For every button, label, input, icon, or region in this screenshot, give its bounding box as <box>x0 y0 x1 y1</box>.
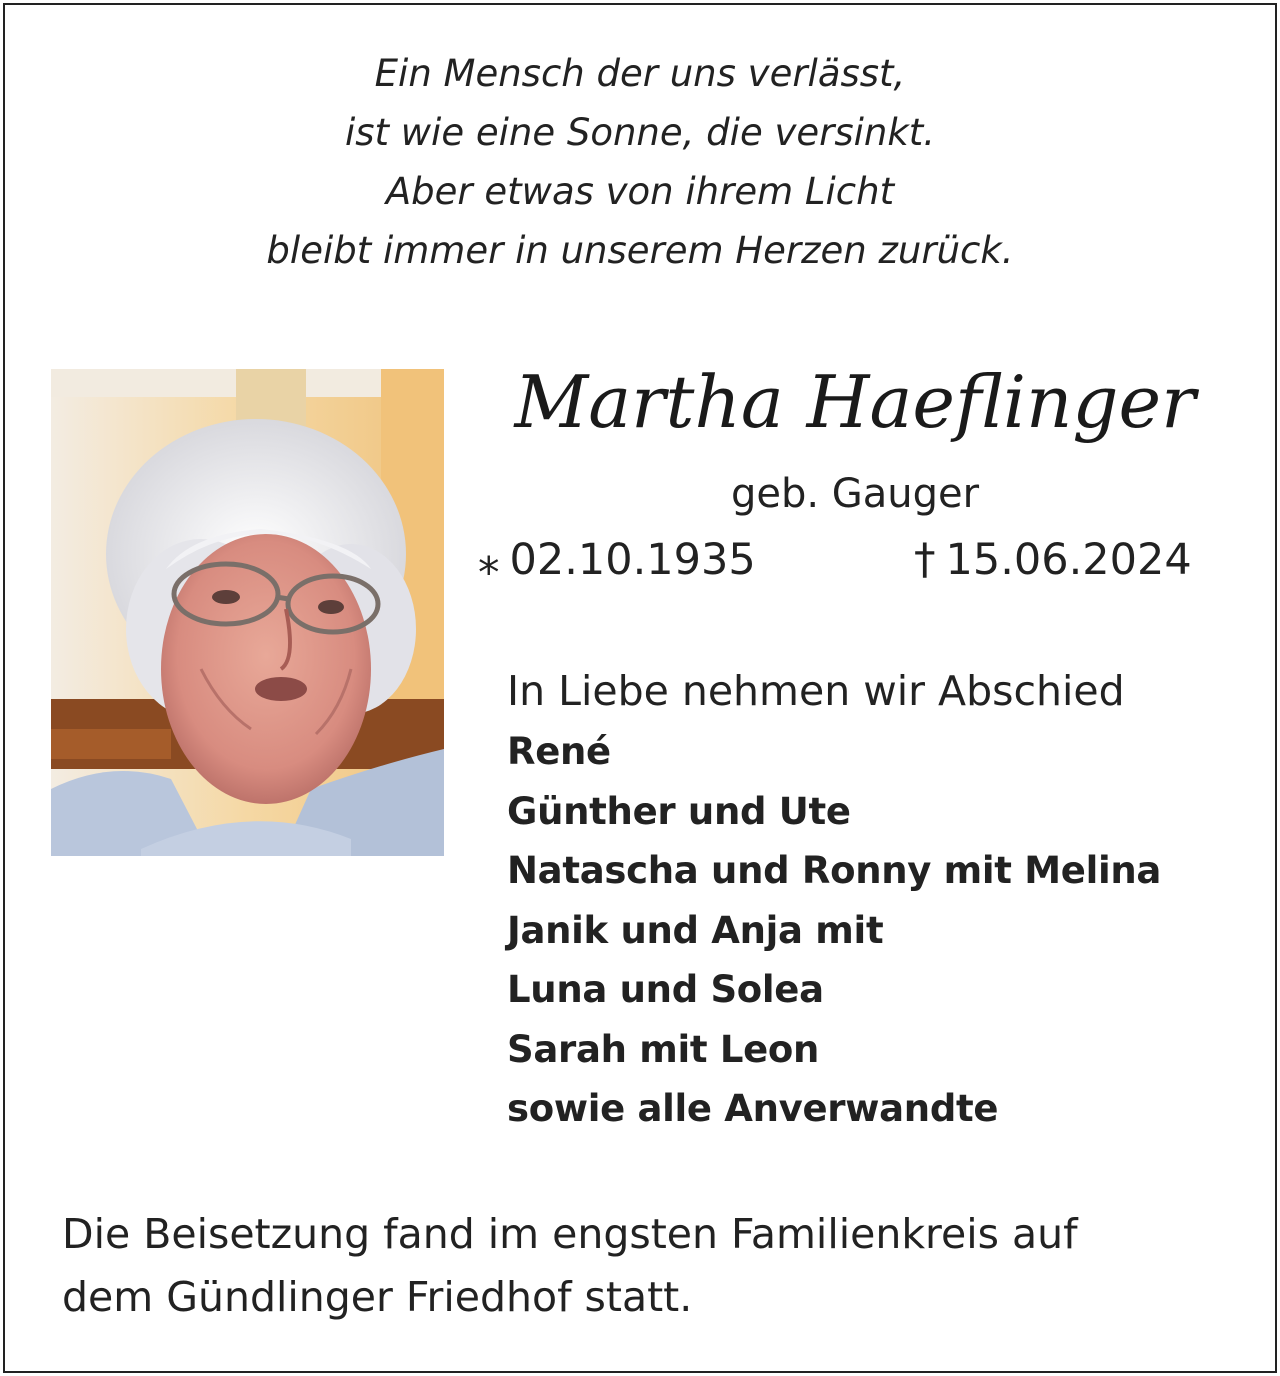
maiden-name: geb. Gauger <box>730 471 980 517</box>
birth-date-value: 02.10.1935 <box>509 535 756 585</box>
mourner-name: Sarah mit Leon <box>507 1027 820 1071</box>
life-dates <box>478 532 1238 588</box>
mourner-name: Natascha und Ronny mit Melina <box>507 849 1162 892</box>
mourners-intro: In Liebe nehmen wir Abschied <box>507 667 1125 715</box>
mourner-name: René <box>507 730 611 773</box>
burial-line: Die Beisetzung fand im engsten Familienkreis auf <box>62 1210 1078 1258</box>
memorial-quote <box>0 44 1280 280</box>
death-date <box>914 532 1192 588</box>
portrait-photo <box>51 369 444 856</box>
mourner-name: Günther und Ute <box>507 789 851 833</box>
quote-line: ist wie eine Sonne, die versinkt. <box>344 111 936 154</box>
mourner-name: Luna und Solea <box>507 968 824 1011</box>
burial-line: dem Gündlinger Friedhof statt. <box>62 1273 693 1321</box>
deceased-name: Martha Haeflinger <box>514 360 1196 444</box>
quote-line: Ein Mensch der uns verlässt, <box>374 52 906 95</box>
mourner-name: Janik und Anja mit <box>507 908 884 952</box>
death-date-value: 15.06.2024 <box>945 535 1192 585</box>
quote-line: bleibt immer in unserem Herzen zurück. <box>266 229 1014 272</box>
birth-star-icon: ⁎ <box>478 535 500 585</box>
mourner-name: sowie alle Anverwandte <box>507 1087 999 1130</box>
burial-notice <box>62 1203 1242 1329</box>
mourners-list <box>507 660 1247 1139</box>
birth-date <box>478 532 756 588</box>
death-cross-icon: † <box>914 535 936 585</box>
quote-line: Aber etwas von ihrem Licht <box>385 170 895 213</box>
